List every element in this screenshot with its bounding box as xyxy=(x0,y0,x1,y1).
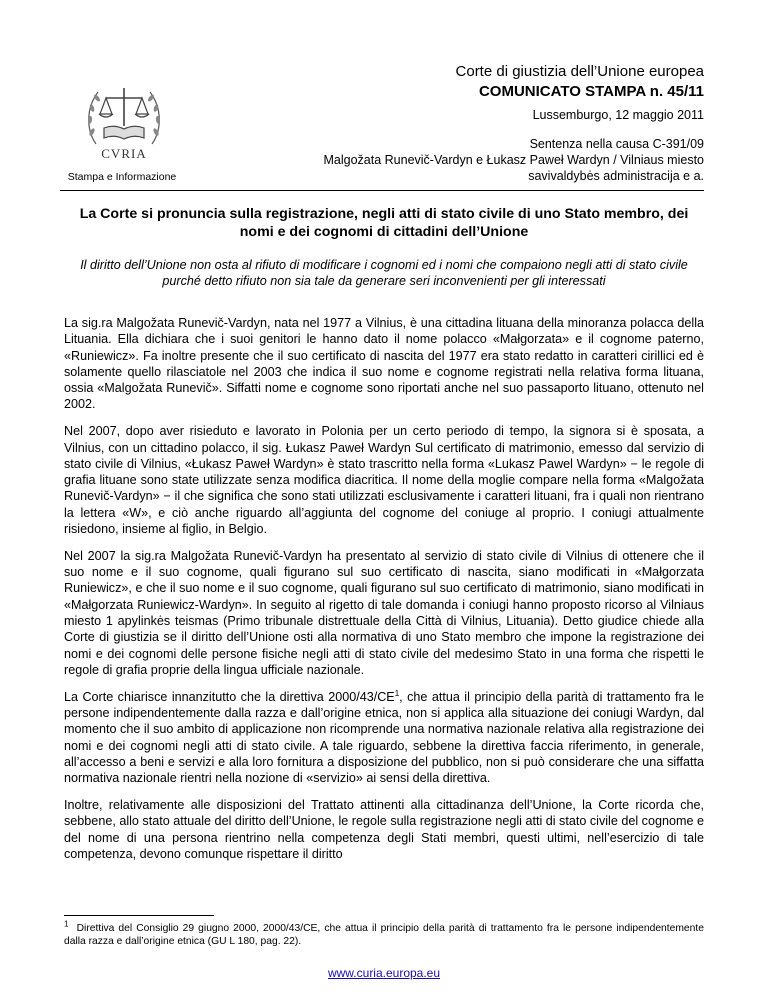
footnote-ref[interactable]: 1 xyxy=(394,688,400,698)
footnote-mark: 1 xyxy=(64,919,69,929)
curia-website-link[interactable]: www.curia.europa.eu xyxy=(327,966,441,980)
paragraph xyxy=(64,689,704,787)
paragraph: Inoltre, relativamente alle disposizioni del Trattato attinenti alla cittadinanza dell’Unione, la Corte ricorda che, sebbene, allo stato attuale del diritto dell’Unione, le regole sulla registrazione negli atti di stato civile del cognome e del nome di una persona rientrino nella competenza degli Stati membri, questi ultimi, nell’esercizio di tale competenza, devono comunque rispettare il diritto xyxy=(64,798,704,861)
paragraph: Nel 2007 la sig.ra Malgožata Runevič-Vardyn ha presentato al servizio di stato civile di Vilnius di ottenere che il suo nome e il suo cognome, quali figurano sul suo certificato di nascita, siano modificati in «Małgorzata Runiewicz», e che il suo nome e il suo cognome, quali figurano sul suo certificato di matrimonio, siano modificati in «Małgorzata Runiewicz-Wardyn». In seguito al rigetto di tale domanda i coniugi hanno proposto ricorso al Vilniaus miesto 1 apylinkės teismas (Primo tribunale distrettuale della Città di Vilnius, Lituania). Detto giudice chiede alla Corte di giustizia se il diritto dell’Unione osti alla normativa di uno Stato membro che impone la registrazione dei nomi e dei cognomi delle persone fisiche negli atti di stato civile del medesimo Stato in una forma che rispetti le regole di grafia proprie della lingua ufficiale nazionale. xyxy=(64,548,704,677)
header-divider xyxy=(60,190,704,191)
footnote xyxy=(64,919,704,948)
logo-caption: Stampa e Informazione xyxy=(67,171,177,183)
court-name: Corte di giustizia dell’Unione europea xyxy=(455,63,704,80)
footnote-text: Direttiva del Consiglio 29 giugno 2000, 2000/43/CE, che attua il principio della parità di trattamento fra le persone indipendentemente dalla razza e dall’origine etnica (GU L 180, pag. 22). xyxy=(64,923,704,947)
press-release-number: COMUNICATO STAMPA n. 45/11 xyxy=(478,83,704,100)
case-line-1: Sentenza nella causa C-391/09 xyxy=(529,137,704,151)
paragraph: La sig.ra Malgožata Runevič-Vardyn, nata nel 1977 a Vilnius, è una cittadina lituana della minoranza polacca della Lituania. Ella dichiara che i suoi genitori le hanno dato il nome polacco «Małgorzata» e il cognome paterno, «Runiewicz». Fa inoltre presente che il suo certificato di nascita del 1977 era stato redatto in caratteri cirillici ed è solamente quello rilasciatole nel 2003 che indica il suo nome e cognome registrati nella relativa forma lituana, ossia «Malgožata Runevič». Siffatti nome e cognome sono riportati anche nel suo passaporto lituano, ottenuto nel 2002. xyxy=(64,316,704,412)
press-release-heading: La Corte si pronuncia sulla registrazione, negli atti di stato civile di uno Stato membro, dei nomi e dei cognomi di cittadini dell’Unione xyxy=(79,206,689,240)
case-line-3: savivaldybės administracija e a. xyxy=(528,169,704,183)
body-text xyxy=(64,315,704,873)
press-release-subheading: Il diritto dell’Unione non osta al rifiuto di modificare i cognomi ed i nomi che compaiono negli atti di stato civile purché detto rifiuto non sia tale da generare seri inconvenienti per gli interessati xyxy=(80,258,688,288)
curia-logo-icon xyxy=(82,74,166,170)
footnote-divider xyxy=(64,915,214,916)
header-block xyxy=(456,62,704,124)
paragraph-start: La Corte chiarisce innanzitutto che la direttiva 2000/43/CE xyxy=(64,689,395,704)
svg-text:CVRIA: CVRIA xyxy=(101,146,147,161)
case-reference xyxy=(324,136,705,184)
paragraph: Nel 2007, dopo aver risieduto e lavorato in Polonia per un certo periodo di tempo, la signora si è sposata, a Vilnius, con un cittadino polacco, il sig. Łukasz Paweł Wardyn Sul certificato di matrimonio, emesso dal servizio di stato civile di Vilnius, «Łukasz Paweł Wardyn» è stato trascritto nella forma «Lukasz Pawel Wardyn» − le regole di grafia lituane sono state utilizzate senza modifica diacritica. Il nome della moglie compare nella forma «Malgožata Runevič-Vardyn» − il che significa che sono stati utilizzati esclusivamente i caratteri lituani, fra i quali non rientrano la lettera «W», e ciò anche riguardo all’aggiunta del cognome del coniuge al proprio. I coniugi attualmente risiedono, insieme al figlio, in Belgio. xyxy=(64,424,704,537)
paragraph-rest: , che attua il principio della parità di trattamento fra le persone indipendentemente dalla razza e dall’origine etnica, non si applica alla situazione dei coniugi Wardyn, dal momento che il suo ambito di applicazione non ricomprende una normativa nazionale relativa alla registrazione dei nomi e dei cognomi negli atti di stato civile. A tale riguardo, sebbene la direttiva faccia riferimento, in generale, all’accesso a beni e servizi e alla loro fornitura a disposizione del pubblico, non si può considerare che una siffatta normativa nazionale rientri nella nozione di «servizio» ai sensi della direttiva. xyxy=(64,689,704,786)
case-line-2: Malgožata Runevič-Vardyn e Łukasz Paweł Wardyn / Vilniaus miesto xyxy=(323,153,704,167)
place-date: Lussemburgo, 12 maggio 2011 xyxy=(532,108,704,122)
